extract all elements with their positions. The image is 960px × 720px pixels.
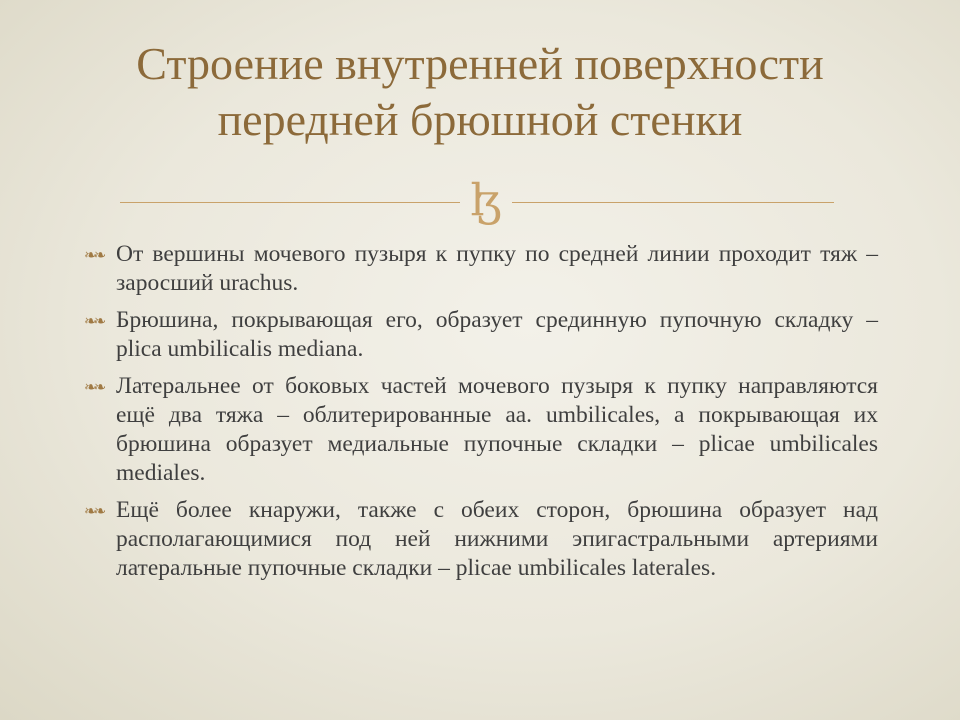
slide-title: Строение внутренней поверхности передней брюшной стенки — [136, 38, 824, 145]
bullet-text: Брюшина, покрывающая его, образует срединную пупочную складку – plica umbilicalis mediana. — [116, 307, 878, 362]
bullet-text: Ещё более кнаружи, также с обеих сторон, брюшина образует над располагающимися под ней нижними эпигастральными артериями латеральные пупочные складки – plicae umbilicales laterales. — [116, 497, 878, 581]
bullet-text: От вершины мочевого пузыря к пупку по средней линии проходит тяж – заросший urachus. — [116, 241, 878, 296]
bullet-item-3 — [84, 372, 878, 488]
bullet-text: Латеральнее от боковых частей мочевого пузыря к пупку направляются ещё два тяжа – облитерированные aa. umbilicales, а покрывающая их брюшина образует медиальные пупочные складки – plicae umbilicales mediales. — [116, 373, 878, 486]
ornament-icon: ɮ — [470, 175, 502, 226]
fleuron-bullet-icon: ❧❧ — [84, 312, 104, 330]
title-divider-right — [512, 202, 834, 203]
fleuron-bullet-icon: ❧❧ — [84, 378, 104, 396]
bullet-item-2 — [84, 306, 878, 364]
title-divider-left — [120, 202, 460, 203]
bullet-item-1 — [84, 240, 878, 298]
fleuron-bullet-icon: ❧❧ — [84, 246, 104, 264]
bullet-item-4 — [84, 496, 878, 583]
fleuron-bullet-icon: ❧❧ — [84, 502, 104, 520]
bullet-list — [84, 240, 878, 591]
